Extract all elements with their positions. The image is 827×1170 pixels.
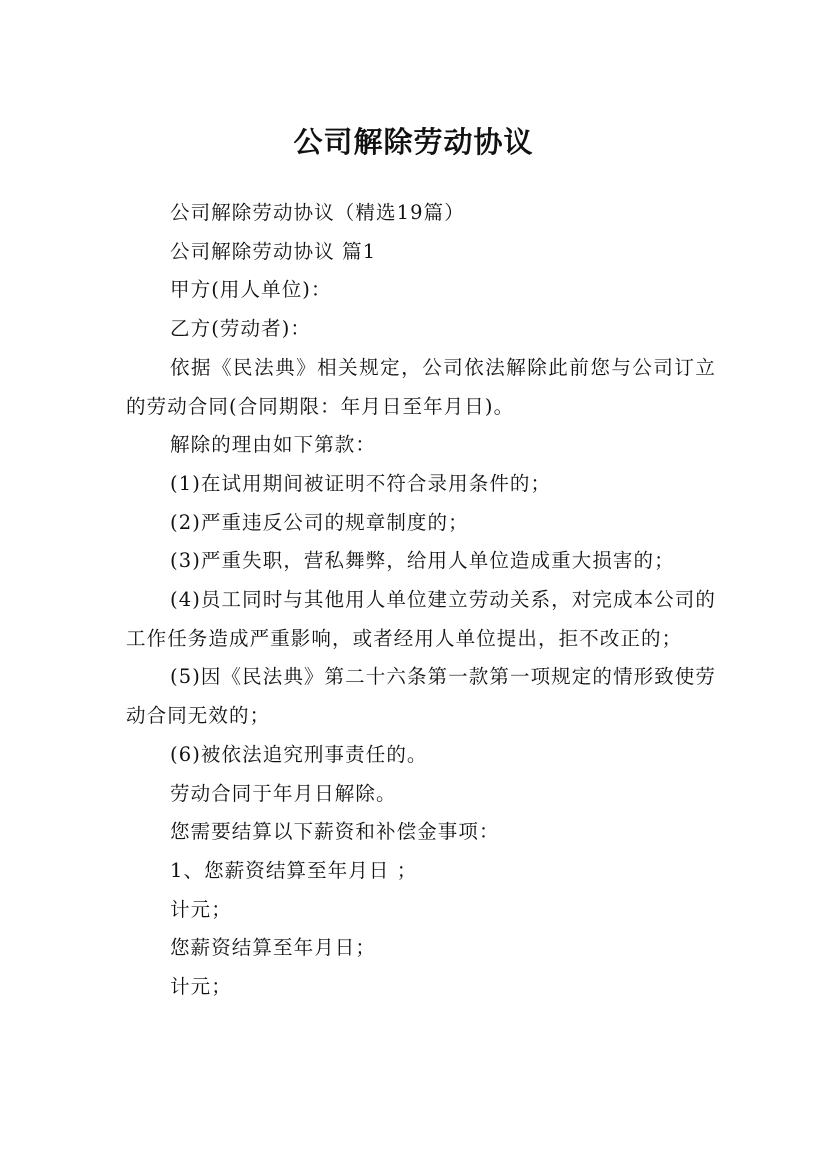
- paragraph-termination-date: 劳动合同于年月日解除。: [170, 781, 397, 805]
- paragraph-subtitle: 公司解除劳动协议（精选19篇）: [170, 201, 465, 224]
- paragraph-reason-5: (5)因《民法典》第二十六条第一款第一项规定的情形致使劳动合同无效的；: [126, 665, 716, 728]
- paragraph-reason-3: (3)严重失职，营私舞弊，给用人单位造成重大损害的；: [170, 549, 675, 573]
- paragraph-reason-6: (6)被依法追究刑事责任的。: [170, 742, 428, 766]
- paragraph-reason-1: (1)在试用期间被证明不符合录用条件的；: [170, 471, 552, 495]
- paragraph-reasons-intro: 解除的理由如下第款：: [170, 433, 377, 457]
- document-body: [126, 194, 716, 1007]
- paragraph-party-b: 乙方(劳动者)：: [170, 317, 312, 341]
- paragraph-section-heading: 公司解除劳动协议 篇1: [170, 239, 377, 263]
- paragraph-reason-2: (2)严重违反公司的规章制度的；: [170, 510, 469, 534]
- paragraph-amount-2: 计元；: [170, 975, 232, 999]
- paragraph-reason-4: (4)员工同时与其他用人单位建立劳动关系，对完成本公司的工作任务造成严重影响，或者经用人单位提出，拒不改正的；: [126, 588, 716, 650]
- paragraph-settlement-intro: 您需要结算以下薪资和补偿金事项：: [170, 820, 500, 844]
- paragraph-settlement-2: 您薪资结算至年月日；: [170, 936, 377, 960]
- paragraph-legal-basis: 依据《民法典》相关规定，公司依法解除此前您与公司订立的劳动合同(合同期限：年月日至年月日)。: [126, 355, 716, 418]
- paragraph-party-a: 甲方(用人单位)：: [170, 278, 332, 302]
- paragraph-amount-1: 计元；: [170, 897, 232, 921]
- document-title: 公司解除劳动协议: [293, 125, 534, 160]
- paragraph-settlement-1: 1、您薪资结算至年月日 ；: [170, 858, 418, 882]
